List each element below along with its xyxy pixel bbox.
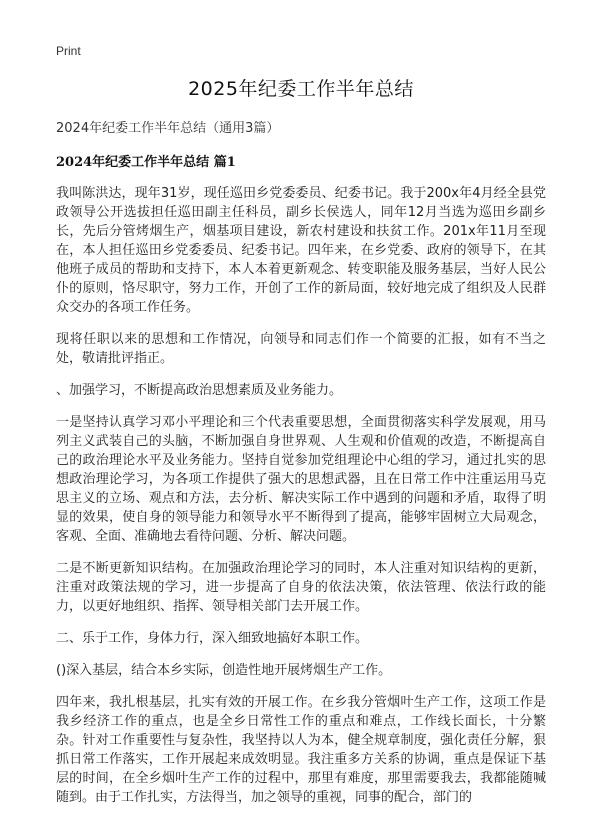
paragraph-study-theory: 一是坚持认真学习邓小平理论和三个代表重要思想，全面贯彻落实科学发展观，用马列主义武装自己的头脑，不断加强自身世界观、人生观和价值观的改造，不断提高自己的政治理论水平及业务能力。坚持自觉参加党组理论中心组的学习，通过扎实的思想政治理论学习，为各项工作提供了强大的思想武器，且在日常工作中注重运用马克思主义的立场、观点和方法，去分析、解决实际工作中遇到的问题和矛盾，取得了明显的效果，使自身的领导能力和领导水平不断得到了提高，能够牢固树立大局观念，客观、全面、准确地去看待问题、分析、解决问题。 (56, 415, 546, 544)
document-subtitle: 2024年纪委工作半年总结（通用3篇） (56, 121, 280, 136)
paragraph-intro: 我叫陈洪达，现年31岁，现任巡田乡党委委员、纪委书记。我于200x年4月经全县党政领导公开选拔担任巡田副主任科员，副乡长侯选人，同年12月当选为巡田乡副乡长，先后分管烤烟生产，烟基项目建设，新农村建设和扶贫工作。201x年11月至现在，本人担任巡田乡党委委员、纪委书记。四年来，在乡党委、政府的领导下，在其他班子成员的帮助和支持下，本人本着更新观念、转变职能及服务基层，当好人民公仆的原则，恪尽职守，努力工作，开创了工作的新局面，较好地完成了组织及人民群众交办的各项工作任务。 (56, 186, 546, 315)
paragraph-heading-study: 、加强学习，不断提高政治思想素质及业务能力。 (56, 383, 343, 398)
print-label: Print (56, 44, 81, 58)
section-heading: 2024年纪委工作半年总结 篇1 (56, 155, 236, 170)
paragraph-update-knowledge: 二是不断更新知识结构。在加强政治理论学习的同时，本人注重对知识结构的更新，注重对政策法规的学习，进一步提高了自身的依法决策，依法管理、依法行政的能力，以更好地组织、指挥、领导相关部门去开展工作。 (56, 561, 546, 614)
paragraph-report-note: 现将任职以来的思想和工作情况，向领导和同志们作一个简要的汇报，如有不当之处，敬请批评指正。 (56, 332, 546, 366)
paragraph-four-years: 四年来，我扎根基层，扎实有效的开展工作。在乡我分管烟叶生产工作，这项工作是我乡经济工作的重点，也是全乡日常性工作的重点和难点，工作线长面长，十分繁杂。针对工作重要性与复杂性，我坚持以人为本，健全规章制度，强化责任分解，狠抓日常工作落实，工作开展起来成效明显。我注重多方关系的协调，重点是保证下基层的时间，在全乡烟叶生产工作的过程中，那里有难度，那里需要我去，我都能随喊随到。由于工作扎实，方法得当，加之领导的重视，同事的配合，部门的 (56, 695, 546, 805)
document-title: 2025年纪委工作半年总结 (188, 78, 414, 100)
paragraph-heading-work: 二、乐于工作，身体力行，深入细致地搞好本职工作。 (56, 631, 369, 646)
paragraph-grassroots: ()深入基层，结合本乡实际，创造性地开展烤烟生产工作。 (56, 663, 392, 678)
